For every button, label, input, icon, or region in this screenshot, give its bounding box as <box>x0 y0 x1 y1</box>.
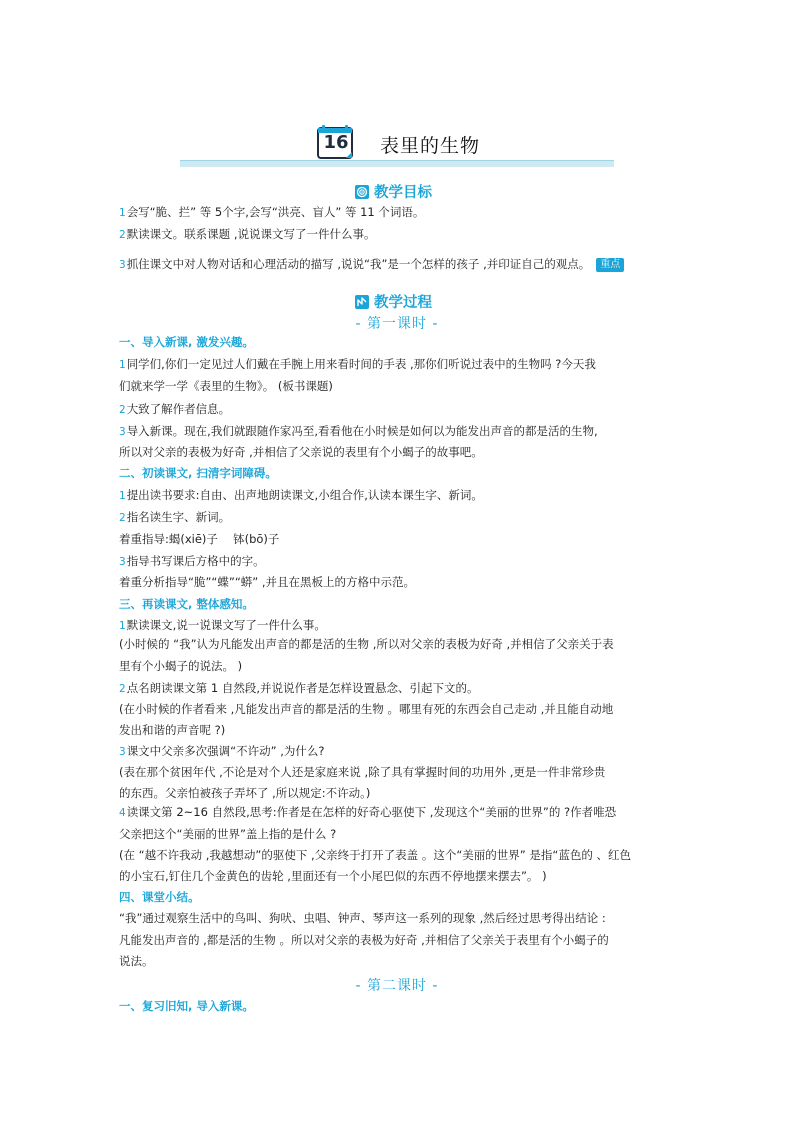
part-title: 一、导入新课, 激发兴趣。 <box>119 335 254 349</box>
objective-item: 1会写“脆、拦” 等 5个字,会写“洪亮、盲人” 等 11 个词语。 <box>119 205 425 219</box>
list-item: 3导入新课。现在,我们就跟随作家冯至,看看他在小时候是如何以为能发出声音的都是活的生物, <box>119 424 598 438</box>
process-heading <box>355 291 432 312</box>
list-item-continuation: 们就来学一学《表里的生物》。 (板书课题) <box>119 379 333 393</box>
list-item: 2指名读生字、新词。 <box>119 510 231 524</box>
answer-line: (在小时候的作者看来 ,凡能发出声音的都是活的生物 。哪里有死的东西会自己走动 ,并且能自动地 <box>119 702 614 716</box>
objectives-heading <box>355 181 432 202</box>
part-title: 三、再读课文, 整体感知。 <box>119 597 254 611</box>
list-item-continuation: 所以对父亲的表极为好奇 ,并相信了父亲说的表里有个小蝎子的故事吧。 <box>119 445 483 459</box>
calendar-icon <box>316 124 356 160</box>
header-underline-bar <box>180 160 614 167</box>
process-heading-text: 教学过程 <box>374 295 432 311</box>
session-1-title: - 第一课时 - <box>355 316 439 332</box>
list-item: 3指导书写课后方格中的字。 <box>119 554 265 568</box>
pronunciation-guide: 着重指导:蝎(xiē)子 钵(bō)子 <box>119 532 280 546</box>
summary-line: 说法。 <box>119 954 154 968</box>
answer-line: 发出和谐的声音呢 ?) <box>119 723 226 737</box>
objectives-heading-text: 教学目标 <box>374 185 432 201</box>
list-item: 4读课文第 2~16 自然段,思考:作者是在怎样的好奇心驱使下 ,发现这个“美丽的世界”的 ?作者唯恐 <box>119 805 617 819</box>
answer-line: 的东西。父亲怕被孩子弄坏了 ,所以规定:不许动。) <box>119 786 371 800</box>
part-title: 一、复习旧知, 导入新课。 <box>119 999 254 1013</box>
key-point-badge: 重点 <box>596 258 624 272</box>
list-item: 3课文中父亲多次强调“不许动” ,为什么? <box>119 744 325 758</box>
writing-analysis: 着重分析指导“脆”“蝶”“蟒” ,并且在黑板上的方格中示范。 <box>119 575 416 589</box>
list-item: 1默读课文,说一说课文写了一件什么事。 <box>119 618 326 632</box>
part-title: 二、初读课文, 扫清字词障碍。 <box>119 466 277 480</box>
session-2-title: - 第二课时 - <box>355 978 439 994</box>
list-item-continuation: 父亲把这个“美丽的世界”盖上指的是什么 ? <box>119 827 337 841</box>
summary-line: 凡能发出声音的 ,都是活的生物 。所以对父亲的表极为好奇 ,并相信了父亲关于表里有个小蝎子的 <box>119 933 609 947</box>
list-item: 1提出读书要求:自由、出声地朗读课文,小组合作,认读本课生字、新词。 <box>119 488 483 502</box>
target-icon <box>355 185 369 199</box>
answer-line: (表在那个贫困年代 ,不论是对个人还是家庭来说 ,除了具有掌握时间的功用外 ,更是一件非常珍贵 <box>119 765 606 779</box>
lesson-title: 表里的生物 <box>380 135 481 157</box>
answer-line: 的小宝石,钉住几个金黄色的齿轮 ,里面还有一个小尾巴似的东西不停地摆来摆去”。 ) <box>119 869 547 883</box>
part-title: 四、课堂小结。 <box>119 890 200 904</box>
answer-line: (小时候的 “我”认为凡能发出声音的都是活的生物 ,所以对父亲的表极为好奇 ,并相信了父亲关于表 <box>119 637 614 651</box>
summary-line: “我”通过观察生活中的鸟叫、狗吠、虫唱、钟声、琴声这一系列的现象 ,然后经过思考得出结论 : <box>119 911 606 925</box>
answer-line: (在 “越不许我动 ,我越想动”的驱使下 ,父亲终于打开了表盖 。这个“美丽的世界” 是指“蓝色的 、红色 <box>119 848 632 862</box>
list-item: 2大致了解作者信息。 <box>119 402 231 416</box>
answer-line: 里有个小蝎子的说法。 ) <box>119 659 243 673</box>
process-icon <box>355 295 369 309</box>
list-item: 2点名朗读课文第 1 自然段,并说说作者是怎样设置悬念、引起下文的。 <box>119 681 479 695</box>
objective-item: 3抓住课文中对人物对话和心理活动的描写 ,说说“我”是一个怎样的孩子 ,并印证自己的观点。 重点 <box>119 256 679 273</box>
objective-item: 2默读课文。联系课题 ,说说课文写了一件什么事。 <box>119 227 376 241</box>
lesson-header <box>180 120 614 172</box>
list-item: 1同学们,你们一定见过人们戴在手腕上用来看时间的手表 ,那你们听说过表中的生物吗 ?今天我 <box>119 357 596 371</box>
lesson-number: 16 <box>323 132 349 153</box>
